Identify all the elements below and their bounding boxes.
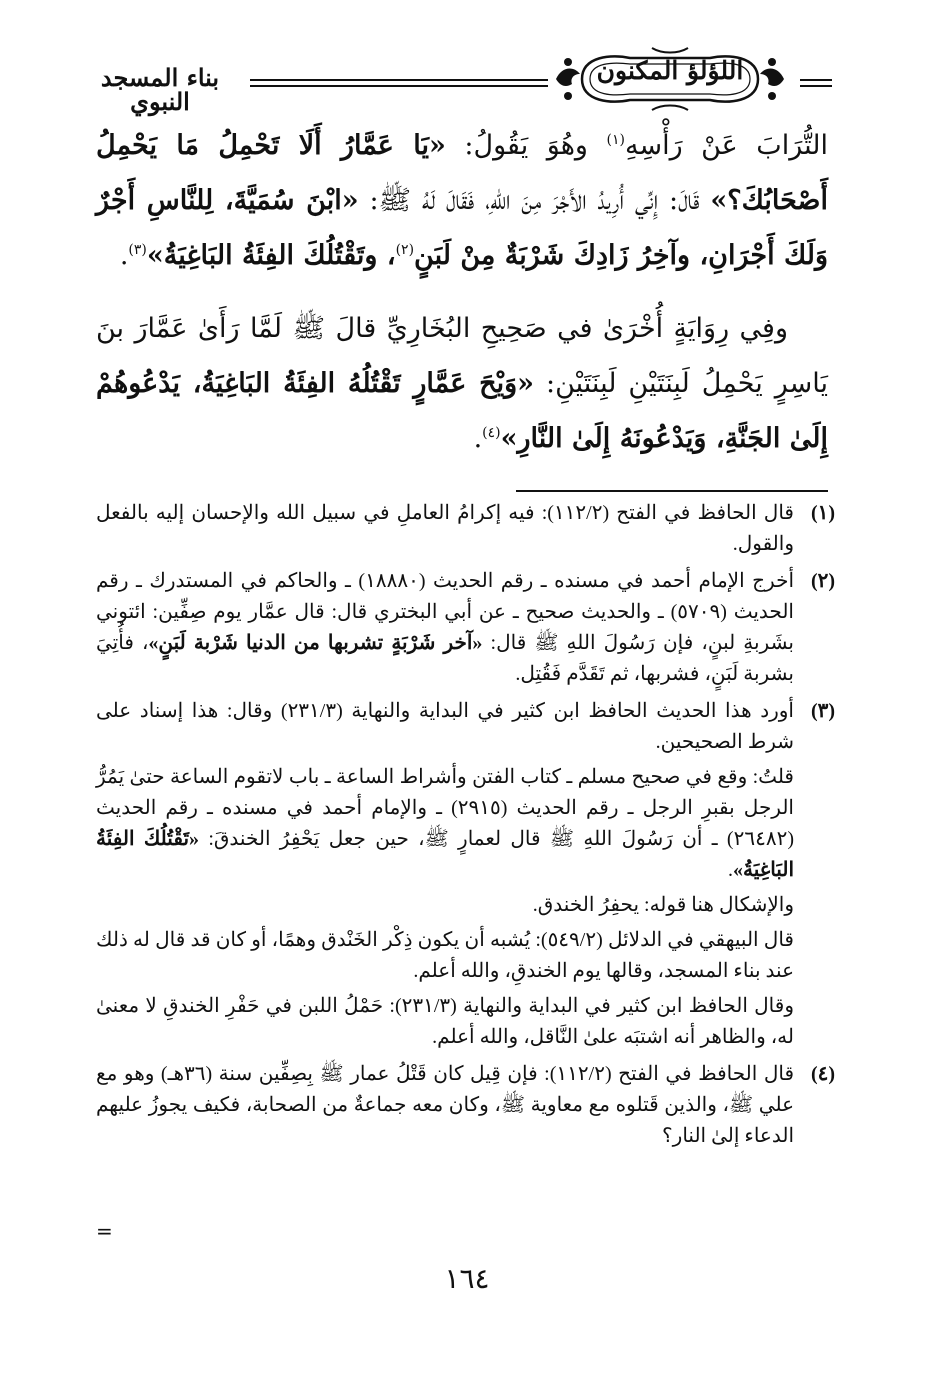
- footnote-text: والإشكال هنا قوله: يحفِرُ الخندق.: [532, 894, 794, 916]
- title-ornament: [552, 44, 788, 114]
- hadith-quote: «آخر شَرْبَةٍ تشربها من الدنيا شَرْبة لَبَنٍ»: [148, 632, 483, 654]
- text-run: .: [119, 240, 129, 271]
- continued-mark: =: [96, 1219, 113, 1243]
- footnote-ref-1[interactable]: (١): [606, 132, 625, 148]
- text-run: قلتُ: وقع في صحيح مسلم ـ كتاب الفتن وأشراط الساعة ـ باب لاتقوم الساعة حتىٰ يَمُرُّ الرجل بقبرِ الرجل ـ رقم الحديث (٢٩١٥) ـ والإمام أحمد في مسنده ـ رقم الحديث (٢٦٤٨٢) ـ أن رَسُولَ اللهِ ﷺ قال لعمارٍ ﷺ، حين جعل يَحْفِرُ الخندقَ:: [96, 766, 794, 850]
- footnote-text: قال البيهقي في الدلائل (٥٤٩/٢): يُشبه أن يكون ذِكْر الخَنْدق وهمًا، أو كان قد قال له ذلك عند بناء المسجد، وقالها يوم الخندقِ، والله أعلم.: [96, 929, 794, 982]
- footnote-ref-2[interactable]: (٢): [395, 242, 415, 258]
- text-run: .: [473, 423, 483, 454]
- hadith-quote: «ابْنَ سُمَيَّةَ، لِلنَّاسِ أَجْرٌ وَلَكَ أَجْرَانِ، وآخِرُ زَادِكَ شَرْبَةٌ مِنْ لَبَنٍ: [96, 185, 828, 271]
- text-run: قَالَ: إِنِّي أُرِيدُ الأَجْرَ مِنَ اللهِ، فَقَالَ لَهُ ﷺ:: [358, 185, 711, 216]
- footnote-text: قال الحافظ في الفتح (١١٢/٢): فإن قِيل كان قَتْلُ عمار ﷺ بِصِفِّين سنة (٣٦هـ) وهو مع علي ﷺ، والذين قَتلوه مع معاوية ﷺ، وكان معه جماعةٌ من الصحابة، فكيف يجوزُ عليهم الدعاء إلىٰ النار؟: [96, 1063, 795, 1147]
- hadith-quote: «يَا عَمَّارُ أَلَا تَحْمِلُ مَا يَحْمِلُ أَصْحَابُكَ؟»: [96, 130, 828, 216]
- footnote-2: [96, 566, 844, 690]
- footnote-text: [96, 566, 794, 690]
- footnote-text: أورد هذا الحديث الحافظ ابن كثير في البداية والنهاية (٢٣١/٣) وقال: هذا إسناد على شرط الصحيحين.: [96, 700, 794, 753]
- footnote-number: (٤): [810, 1063, 836, 1085]
- text-run: وفِي رِوَايَةٍ أُخْرَىٰ في صَحِيحِ البُخَارِيِّ قالَ ﷺ لَمَّا رَأَىٰ عَمَّارَ بنَ يَاسِرٍ يَحْمِلُ لَبِنَتَيْنِ لَبِنَتَيْنِ:: [96, 313, 828, 399]
- footnote-4: [96, 1059, 844, 1152]
- book-title: اللؤلؤ المكنون: [596, 56, 744, 85]
- text-run: ، فأُتِيَ بشربة لَبَنٍ، فشربها، ثم تَقَدَّم فَقُتِل.: [96, 632, 794, 685]
- text-run: التُّرَابَ عَنْ رَأْسِهِ: [624, 130, 828, 161]
- header-rule-left: [250, 79, 548, 87]
- hadith-quote: «وَيْحَ عَمَّارٍ تَقْتُلُهُ الفِئَةُ البَاغِيَةُ، يَدْعُوهُمْ إِلَىٰ الجَنَّةِ، وَيَدْعُونَهُ إِلَىٰ النَّارِ»: [96, 368, 828, 454]
- footnote-ref-3[interactable]: (٣): [128, 242, 147, 258]
- footnote-3: [96, 696, 844, 1053]
- paragraph-2: [96, 301, 828, 466]
- footnote-number: (١): [810, 502, 836, 524]
- footnotes: [96, 498, 844, 1158]
- page-number: ١٦٤: [444, 1262, 490, 1295]
- paragraph-1: [96, 118, 828, 283]
- footnote-ref-4[interactable]: (٤): [482, 425, 501, 441]
- chapter-title: بناء المسجد النبوي: [100, 63, 220, 116]
- footnote-text: قال الحافظ في الفتح (١١٢/٢): فيه إكرامُ العاملِ في سبيل الله والإحسان إليه بالفعل والقول.: [96, 502, 794, 555]
- hadith-quote: ، وتَقْتُلُكَ الفِئَةُ البَاغِيَةُ»: [146, 240, 396, 271]
- text-run: .: [728, 859, 733, 881]
- text-run: وهُوَ يَقُولُ:: [445, 130, 607, 161]
- hadith-quote: «تَقْتُلُكَ الفِئَةُ البَاغِيَةُ»: [96, 828, 794, 881]
- text-run: أخرج الإمام أحمد في مسنده ـ رقم الحديث (١٨٨٨٠) ـ والحاكم في المستدرك ـ رقم الحديث (٥٧٠٩) ـ والحديث صحيح ـ عن أبي البختري قال: قال عمَّار يوم صِفِّين: ائتوني بشَربةِ لبنٍ، فإن رَسُولَ اللهِ ﷺ قال:: [96, 570, 795, 654]
- main-text: [96, 118, 828, 466]
- header-rule-right: [800, 79, 832, 87]
- footnote-text: وقال الحافظ ابن كثير في البداية والنهاية (٢٣١/٣): حَمْلُ اللبن في حَفْرِ الخندقِ لا معنىٰ له، والظاهر أنه اشتبَه علىٰ النَّاقل، والله أعلم.: [96, 995, 794, 1048]
- footnote-separator: [516, 490, 828, 492]
- footnote-number: (٢): [810, 570, 836, 592]
- footnote-number: (٣): [810, 700, 836, 722]
- footnote-1: [96, 498, 844, 560]
- footnote-text: [96, 762, 794, 886]
